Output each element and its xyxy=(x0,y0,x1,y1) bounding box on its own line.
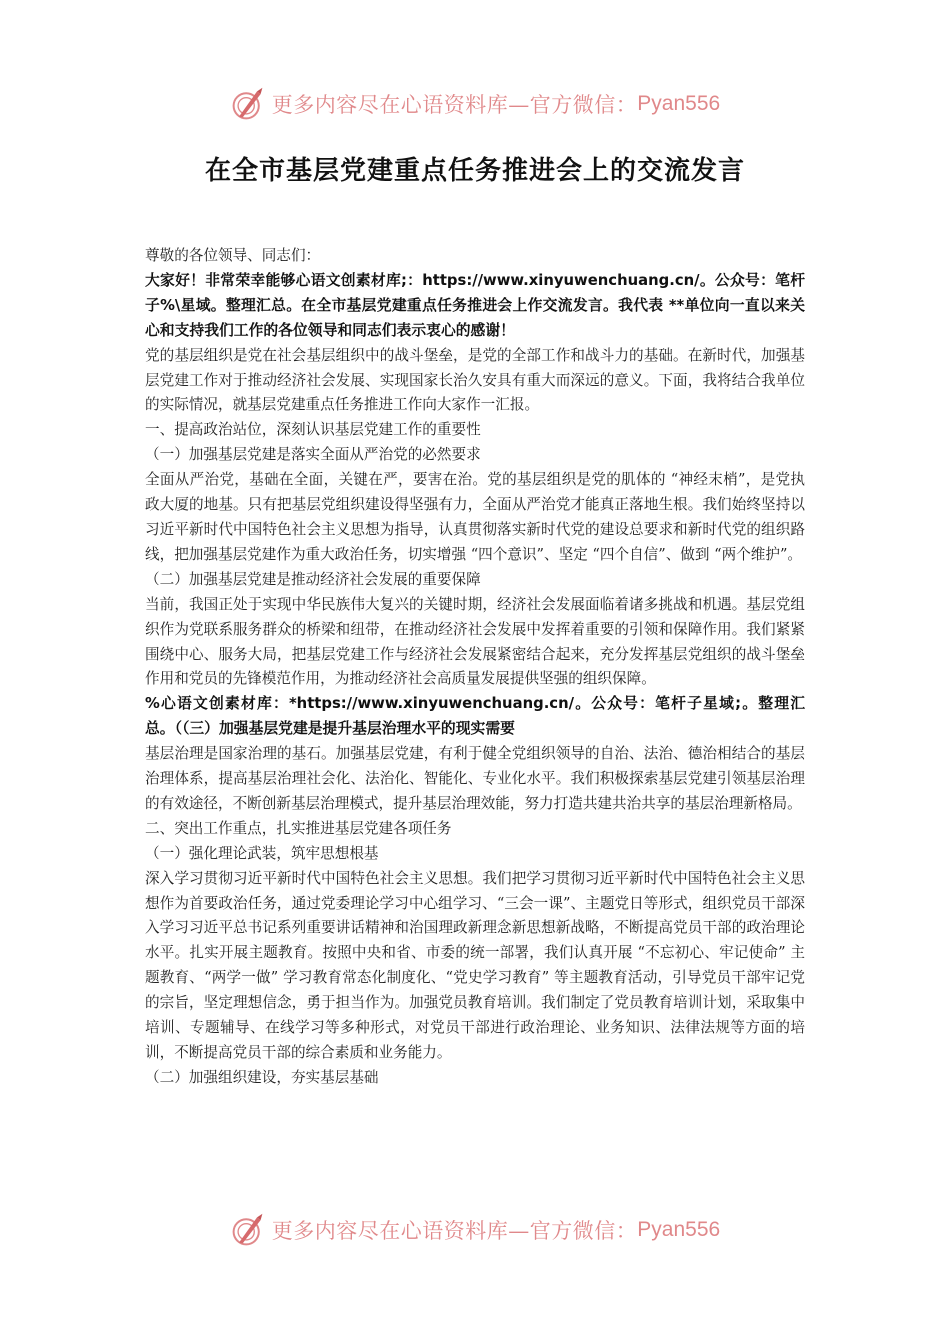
banner-wechat-id: Pyan556 xyxy=(637,92,721,115)
paragraph: 一、提高政治站位，深刻认识基层党建工作的重要性 xyxy=(145,421,481,439)
quill-logo-icon xyxy=(230,86,266,122)
header-banner xyxy=(0,84,950,124)
footer-banner xyxy=(0,1210,950,1250)
banner-wechat-id: Pyan556 xyxy=(637,1218,721,1241)
paragraph: 基层治理是国家治理的基石。加强基层党建，有利于健全党组织领导的自治、法治、德治相结合的基层治理体系，提高基层治理社会化、法治化、智能化、专业化水平。我们积极探索基层党建引领基层治理的有效途径，不断创新基层治理模式，提升基层治理效能，努力打造共建共治共享的基层治理新格局。 xyxy=(145,745,805,812)
paragraph: 大家好！非常荣幸能够心语文创素材库;：https://www.xinyuwenchuang.cn/。公众号：笔杆子%\星域。整理汇总。在全市基层党建重点任务推进会上作交流发言。我代表 **单位向一直以来关心和支持我们工作的各位领导和同志们表示衷心的感谢！ xyxy=(145,271,805,339)
paragraph: 党的基层组织是党在社会基层组织中的战斗堡垒，是党的全部工作和战斗力的基础。在新时代，加强基层党建工作对于推动经济社会发展、实现国家长治久安具有重大而深远的意义。下面，我将结合我单位的实际情况，就基层党建重点任务推进工作向大家作一汇报。 xyxy=(145,346,805,414)
paragraph: （一）强化理论武装，筑牢思想根基 xyxy=(145,844,379,862)
quill-logo-icon xyxy=(230,1212,266,1248)
paragraph: 全面从严治党，基础在全面，关键在严，要害在治。党的基层组织是党的肌体的 “神经末梢”，是党执政大厦的地基。只有把基层党组织建设得坚强有力，全面从严治党才能真正落地生根。我们始终坚持以习近平新时代中国特色社会主义思想为指导，认真贯彻落实新时代党的建设总要求和新时代党的组织路线，把加强基层党建作为重大政治任务，切实增强 “四个意识”、坚定 “四个自信”、做到 “两个维护”。 xyxy=(145,471,805,563)
paragraph: 尊敬的各位领导、同志们： xyxy=(145,247,321,264)
paragraph: 二、突出工作重点，扎实推进基层党建各项任务 xyxy=(145,819,452,837)
banner-text: 更多内容尽在心语资料库—官方微信： xyxy=(271,93,638,117)
paragraph: %心语文创素材库：*https://www.xinyuwenchuang.cn/。公众号：笔杆子星域;。整理汇总。（（三）加强基层党建是提升基层治理水平的现实需要 xyxy=(145,695,805,738)
paragraph: （二）加强组织建设，夯实基层基础 xyxy=(145,1068,379,1086)
paragraph: 深入学习贯彻习近平新时代中国特色社会主义思想。我们把学习贯彻习近平新时代中国特色社会主义思想作为首要政治任务，通过党委理论学习中心组学习、“三会一课”、主题党日等形式，组织党员干部深入学习习近平总书记系列重要讲话精神和治国理政新理念新思想新战略，不断提高党员干部的政治理论水平。扎实开展主题教育。按照中央和省、市委的统一部署，我们认真开展 “不忘初心、牢记使命” 主题教育、“两学一做” 学习教育常态化制度化、“党史学习教育” 等主题教育活动，引导党员干部牢记党的宗旨，坚定理想信念，勇于担当作为。加强党员教育培训。我们制定了党员教育培训计划，采取集中培训、专题辅导、在线学习等多种形式，对党员干部进行政治理论、业务知识、法律法规等方面的培训，不断提高党员干部的综合素质和业务能力。 xyxy=(145,869,805,1061)
document-body xyxy=(145,244,805,1091)
paragraph: （一）加强基层党建是落实全面从严治党的必然要求 xyxy=(145,446,481,464)
paragraph: （二）加强基层党建是推动经济社会发展的重要保障 xyxy=(145,570,481,588)
page-title: 在全市基层党建重点任务推进会上的交流发言 xyxy=(204,156,745,186)
paragraph: 当前，我国正处于实现中华民族伟大复兴的关键时期，经济社会发展面临着诸多挑战和机遇。基层党组织作为党联系服务群众的桥梁和纽带，在推动经济社会发展中发挥着重要的引领和保障作用。我们紧紧围绕中心、服务大局，把基层党建工作与经济社会发展紧密结合起来，充分发挥基层党组织的战斗堡垒作用和党员的先锋模范作用，为推动经济社会高质量发展提供坚强的组织保障。 xyxy=(145,595,805,688)
banner-text: 更多内容尽在心语资料库—官方微信： xyxy=(271,1219,638,1243)
